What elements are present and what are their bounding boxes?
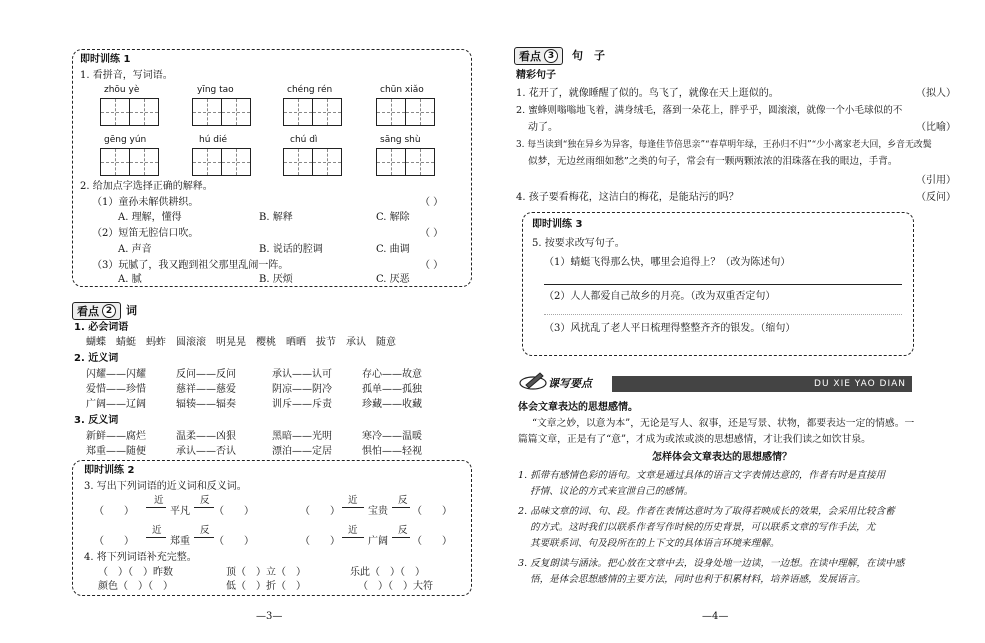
arrow-line bbox=[146, 537, 166, 538]
section3-subtitle: 精彩句子 bbox=[516, 70, 556, 81]
badge-number: 3 bbox=[544, 49, 558, 63]
drill3-title: 即时训练 3 bbox=[532, 219, 583, 230]
blank[interactable]: （ ） bbox=[94, 506, 134, 517]
option-c: C. 厌恶 bbox=[376, 274, 410, 285]
idiom-fill[interactable]: （ ）（ ）大符 bbox=[358, 581, 433, 592]
antonym-marker: 反 bbox=[200, 495, 210, 506]
synonym-item: 广阔——辽阔 bbox=[86, 399, 146, 410]
antonym-item: 黑暗——光明 bbox=[272, 431, 332, 442]
pinyin-8: sāng shù bbox=[380, 135, 421, 145]
banner-pinyin: DU XIE YAO DIAN bbox=[814, 379, 906, 389]
idiom-fill[interactable]: （ ）（ ）昨数 bbox=[98, 567, 173, 578]
q5-text: 5. 按要求改写句子。 bbox=[532, 238, 625, 249]
bullet-3b: 悟，是体会思想感情的主要方法，同时也利于积累材料，培养语感，发展语言。 bbox=[530, 574, 866, 585]
arrow-line bbox=[146, 507, 166, 508]
synonym-item: 承认——认可 bbox=[272, 369, 332, 380]
sub-question-2: （2）短笛无腔信口吹。 bbox=[92, 228, 199, 239]
synonym-heading: 2. 近义词 bbox=[74, 353, 119, 364]
pinyin-7: chú dì bbox=[290, 135, 318, 145]
synonym-marker: 近 bbox=[154, 495, 164, 506]
bullet-2b: 的方式。这时我们以联系作者写作时候的历史背景，可以联系文章的写作手法，尤 bbox=[530, 522, 876, 533]
blank[interactable]: （ ） bbox=[300, 536, 340, 547]
word-2: 宝贵 bbox=[368, 506, 388, 517]
option-a: A. 理解，懂得 bbox=[118, 212, 182, 223]
option-c: C. 曲调 bbox=[376, 244, 410, 255]
pinyin-5: gēng yún bbox=[104, 135, 147, 145]
option-b: B. 说话的腔调 bbox=[259, 244, 323, 255]
page-number: —3— bbox=[256, 611, 283, 622]
q2-text: 2. 给加点字选择正确的解释。 bbox=[80, 181, 213, 192]
synonym-item: 孤单——孤独 bbox=[362, 384, 422, 395]
synonym-item: 辐辏——辐奏 bbox=[176, 399, 236, 410]
drill2-title: 即时训练 2 bbox=[84, 465, 135, 476]
antonym-item: 承认——否认 bbox=[176, 446, 236, 457]
synonym-marker: 近 bbox=[348, 495, 358, 506]
tian-grid-2[interactable] bbox=[192, 98, 250, 126]
center-question: 怎样体会文章表达的思想感情？ bbox=[652, 452, 792, 463]
tian-grid-7[interactable] bbox=[283, 148, 341, 176]
tian-grid-5[interactable] bbox=[100, 148, 158, 176]
antonym-item: 新鲜——腐烂 bbox=[86, 431, 146, 442]
arrow-line bbox=[342, 537, 364, 538]
pinyin-6: hú dié bbox=[199, 135, 228, 145]
sentence-1: 1. 花开了，就像睡醒了似的。鸟飞了，就像在天上逛似的。 bbox=[516, 88, 779, 99]
page-number: —4— bbox=[702, 611, 729, 622]
tian-grid-3[interactable] bbox=[283, 98, 341, 126]
pinyin-1: zhōu yè bbox=[104, 85, 140, 95]
synonym-marker: 近 bbox=[152, 525, 162, 536]
arrow-line bbox=[392, 537, 410, 538]
left-page bbox=[0, 0, 492, 643]
tian-grid-1[interactable] bbox=[100, 98, 158, 126]
sub-question-1: （1）童孙未解供耕织。 bbox=[92, 197, 199, 208]
antonym-item: 温柔——凶狠 bbox=[176, 431, 236, 442]
bullet-1b: 抒情、议论的方式来宣泄自己的感情。 bbox=[530, 486, 694, 497]
rewrite-2: （2）人人都爱自己故乡的月亮。（改为双重否定句） bbox=[544, 291, 776, 302]
sentence-4-tag: （反问） bbox=[916, 192, 956, 203]
section2-title: 词 bbox=[126, 304, 137, 317]
must-know-words: 蝴蝶 蜻蜓 蚂蚱 圆滚滚 明晃晃 樱桃 晒晒 拔节 承认 随意 bbox=[86, 337, 396, 348]
option-b: B. 解释 bbox=[259, 212, 293, 223]
word-3: 郑重 bbox=[170, 536, 190, 547]
arrow-line bbox=[342, 507, 364, 508]
section3-badge bbox=[514, 47, 563, 65]
answer-line[interactable] bbox=[544, 314, 902, 315]
blank[interactable]: （ ） bbox=[412, 536, 452, 547]
bullet-3a: 3. 反复朗读与涵泳。把心放在文章中去，设身处地一边读，一边想。在读中理解，在读中感 bbox=[518, 558, 905, 569]
rewrite-1: （1）蜻蜓飞得那么快，哪里会追得上？（改为陈述句） bbox=[544, 257, 791, 268]
pinyin-2: yīng tao bbox=[197, 85, 234, 95]
synonym-item: 珍藏——收藏 bbox=[362, 399, 422, 410]
idiom-fill[interactable]: 低（ ）折（ ） bbox=[226, 581, 306, 592]
antonym-item: 寒冷——温暖 bbox=[362, 431, 422, 442]
tian-grid-4[interactable] bbox=[376, 98, 434, 126]
sentence-2-tag: （比喻） bbox=[916, 122, 956, 133]
idiom-fill[interactable]: 顶（ ）立（ ） bbox=[226, 567, 306, 578]
idiom-fill[interactable]: 颜色（ ）（ ） bbox=[98, 581, 173, 592]
arrow-line bbox=[194, 537, 214, 538]
right-page bbox=[492, 0, 985, 643]
blank[interactable]: （ ） bbox=[412, 506, 452, 517]
antonym-marker: 反 bbox=[398, 495, 408, 506]
answer-line[interactable] bbox=[544, 284, 902, 285]
blank[interactable]: （ ） bbox=[214, 536, 254, 547]
idiom-fill[interactable]: 乐此（ ）（ ） bbox=[350, 567, 425, 578]
bullet-1a: 1. 抓带有感情色彩的语句。文章是通过具体的语言文字表情达意的，作者有时是直接用 bbox=[518, 470, 886, 481]
option-a: A. 腻 bbox=[118, 274, 142, 285]
bullet-2c: 其要联系词、句及段所在的上下文的具体语言环境来理解。 bbox=[530, 538, 780, 549]
synonym-item: 反问——反问 bbox=[176, 369, 236, 380]
synonym-item: 慈祥——慈爱 bbox=[176, 384, 236, 395]
sub-question-3: （3）玩腻了，我又跑到祖父那里乱闹一阵。 bbox=[92, 260, 289, 271]
antonym-marker: 反 bbox=[200, 525, 210, 536]
answer-paren[interactable]: （ ） bbox=[420, 260, 444, 271]
synonym-item: 爱惜——珍惜 bbox=[86, 384, 146, 395]
synonym-marker: 近 bbox=[348, 525, 358, 536]
badge-label: 看点 bbox=[519, 50, 541, 63]
antonym-heading: 3. 反义词 bbox=[74, 415, 119, 426]
q1-text: 1. 看拼音，写词语。 bbox=[80, 70, 173, 81]
section4-title: 课写要点 bbox=[548, 377, 592, 390]
synonym-item: 阴凉——阴冷 bbox=[272, 384, 332, 395]
option-b: B. 厌烦 bbox=[259, 274, 293, 285]
q4-text: 4. 将下列词语补充完整。 bbox=[84, 552, 197, 563]
q3-text: 3. 写出下列词语的近义词和反义词。 bbox=[84, 481, 247, 492]
rewrite-3: （3）风扰乱了老人平日梳理得整整齐齐的银发。（缩句） bbox=[544, 323, 796, 334]
pencil-icon bbox=[518, 369, 548, 391]
tian-grid-8[interactable] bbox=[376, 148, 434, 176]
blank[interactable]: （ ） bbox=[214, 506, 254, 517]
bullet-2a: 2. 品味文章的词、句、段。作者在表情达意时为了取得若映成长的效果，会采用比较含蓄 bbox=[518, 506, 895, 517]
word-4: 广阔 bbox=[368, 536, 388, 547]
arrow-line bbox=[194, 507, 214, 508]
section2-badge bbox=[72, 302, 121, 320]
synonym-item: 存心——故意 bbox=[362, 369, 422, 380]
blank[interactable]: （ ） bbox=[300, 506, 340, 517]
sentence-3b: 似梦，无边丝雨细如愁”之类的句子，常会有一颗两颗浓浓的泪珠落在我的眼边，手背。 bbox=[528, 156, 898, 167]
sentence-4: 4. 孩子要看梅花，这洁白的梅花，是能玷污的吗？ bbox=[516, 192, 739, 203]
sentence-3-tag: （引用） bbox=[916, 175, 956, 186]
para-1a: “文章之妙，以意为本”，无论是写人、叙事，还是写景、状物，都要表达一定的情感。一 bbox=[532, 418, 915, 429]
blank[interactable]: （ ） bbox=[94, 536, 134, 547]
antonym-item: 惧怕——轻视 bbox=[362, 446, 422, 457]
section3-title: 句 子 bbox=[572, 49, 605, 62]
pinyin-3: chéng rén bbox=[287, 85, 333, 95]
pinyin-4: chūn xiǎo bbox=[380, 85, 424, 95]
drill1-title: 即时训练 1 bbox=[80, 54, 131, 65]
must-know-heading: 1. 必会词语 bbox=[74, 322, 129, 333]
section4-banner bbox=[612, 376, 912, 392]
option-c: C. 解除 bbox=[376, 212, 410, 223]
option-a: A. 声音 bbox=[118, 244, 152, 255]
answer-paren[interactable]: （ ） bbox=[420, 197, 444, 208]
sentence-2b: 动了。 bbox=[528, 122, 558, 133]
sentence-3a: 3. 每当读到“独在异乡为异客，每逢佳节倍思亲”“春草明年绿，王孙归不归”“少小离家老大回，乡音无改鬓 bbox=[516, 140, 932, 150]
sentence-1-tag: （拟人） bbox=[916, 88, 956, 99]
section4-heading: 体会文章表达的思想感情。 bbox=[518, 402, 638, 413]
para-1b: 篇篇文章，正是有了“意”，才成为或浓或淡的思想感情，才让我们读之如饮甘泉。 bbox=[518, 434, 871, 445]
sentence-2a: 2. 蜜蜂则嗡嗡地飞着，满身绒毛，落到一朵花上，胖乎乎，圆滚滚，就像一个小毛球似的不 bbox=[516, 105, 903, 116]
antonym-item: 郑重——随便 bbox=[86, 446, 146, 457]
badge-number: 2 bbox=[102, 304, 116, 318]
tian-grid-6[interactable] bbox=[192, 148, 250, 176]
answer-paren[interactable]: （ ） bbox=[420, 228, 444, 239]
antonym-item: 漂泊——定居 bbox=[272, 446, 332, 457]
badge-label: 看点 bbox=[77, 305, 99, 318]
synonym-item: 训斥——斥责 bbox=[272, 399, 332, 410]
synonym-item: 闪耀——闪耀 bbox=[86, 369, 146, 380]
antonym-marker: 反 bbox=[398, 525, 408, 536]
arrow-line bbox=[392, 507, 410, 508]
word-1: 平凡 bbox=[170, 506, 190, 517]
